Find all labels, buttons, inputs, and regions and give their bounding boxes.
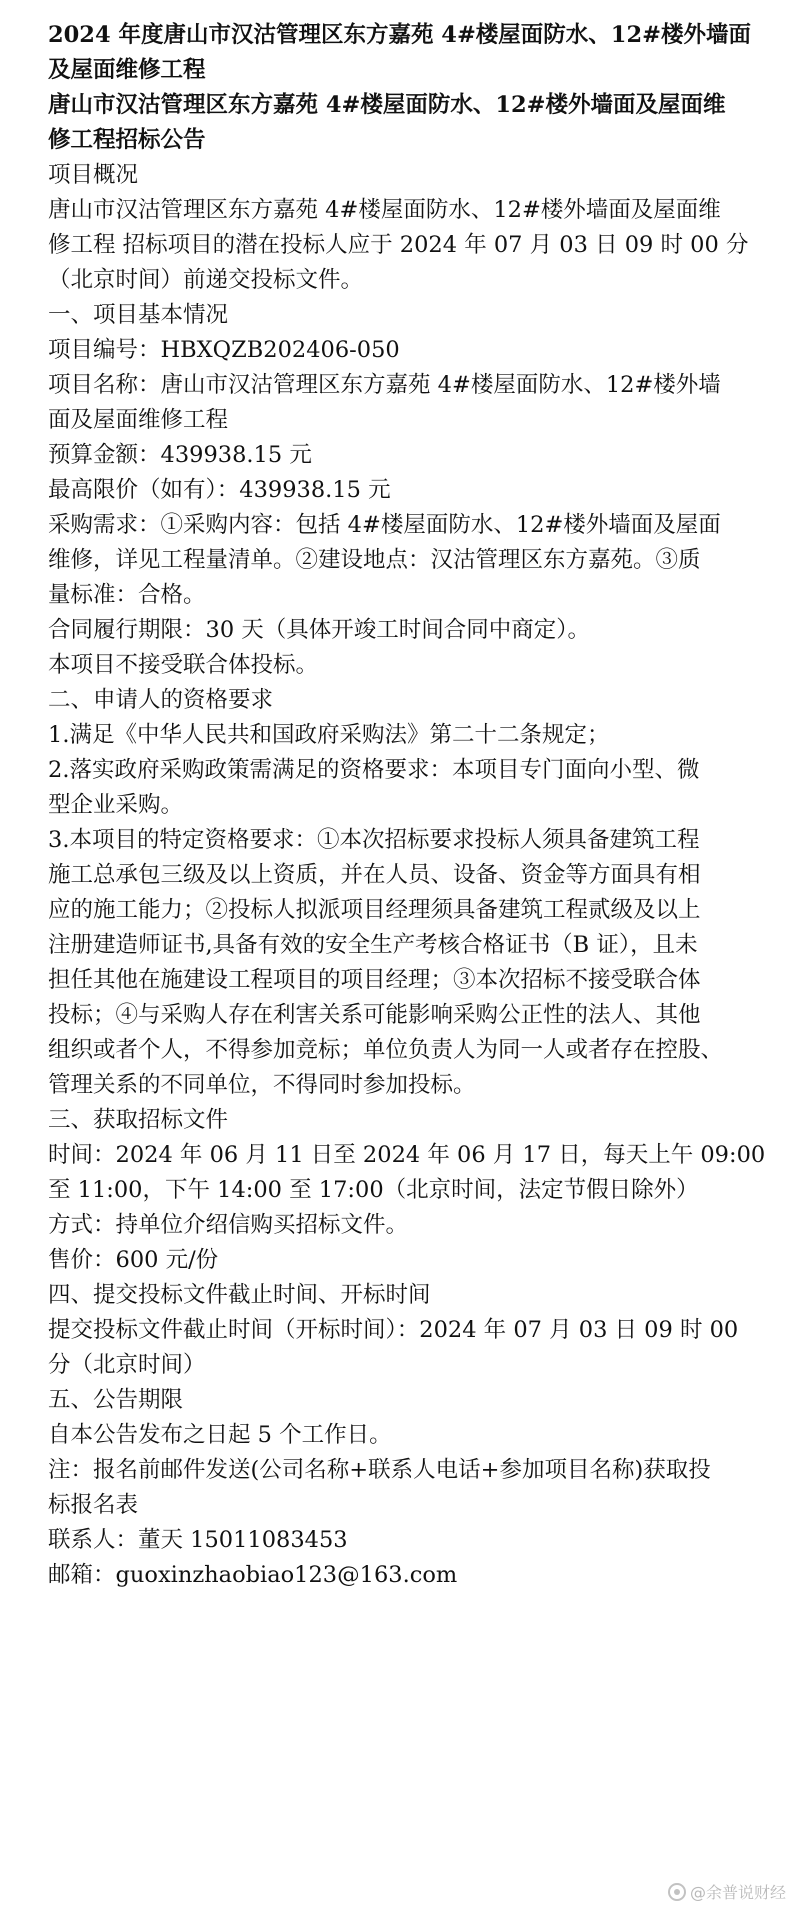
project-name-line: 面及屋面维修工程 [48, 407, 229, 433]
watermark-logo-icon [668, 1883, 686, 1901]
qualification-item-3-line: 3.本项目的特定资格要求：①本次招标要求投标人须具备建筑工程 [48, 827, 700, 853]
contract-period: 合同履行期限：30 天（具体开竣工时间合同中商定）。 [48, 617, 591, 643]
obtain-time-line: 至 11:00，下午 14:00 至 17:00（北京时间，法定节假日除外） [48, 1177, 699, 1203]
doc-title-line: 修工程招标公告 [48, 127, 206, 153]
qualification-item-2-line: 型企业采购。 [48, 792, 184, 818]
qualification-item-3-line: 施工总承包三级及以上资质，并在人员、设备、资金等方面具有相 [48, 862, 701, 888]
contact-email: 邮箱：guoxinzhaobiao123@163.com [48, 1562, 458, 1588]
demand-line: 量标准：合格。 [48, 582, 206, 608]
obtain-method: 方式：持单位介绍信购买招标文件。 [48, 1212, 409, 1238]
overview-heading: 项目概况 [48, 162, 139, 188]
section1-heading: 一、项目基本情况 [48, 302, 229, 328]
project-name-line: 项目名称：唐山市汉沽管理区东方嘉苑 4#楼屋面防水、12#楼外墙 [48, 372, 721, 398]
qualification-item-3-line: 注册建造师证书,具备有效的安全生产考核合格证书（B 证），且未 [48, 932, 698, 958]
qualification-item-3-line: 担任其他在施建设工程项目的项目经理；③本次招标不接受联合体 [48, 967, 701, 993]
qualification-item-3-line: 应的施工能力；②投标人拟派项目经理须具备建筑工程贰级及以上 [48, 897, 701, 923]
section4-heading: 四、提交投标文件截止时间、开标时间 [48, 1282, 431, 1308]
registration-note-line: 标报名表 [48, 1492, 139, 1518]
qualification-item-1: 1.满足《中华人民共和国政府采购法》第二十二条规定； [48, 722, 610, 748]
section3-heading: 三、获取招标文件 [48, 1107, 229, 1133]
section5-heading: 五、公告期限 [48, 1387, 184, 1413]
doc-title-line: 及屋面维修工程 [48, 57, 206, 83]
deadline-line: 分（北京时间） [48, 1352, 206, 1378]
doc-title-line: 唐山市汉沽管理区东方嘉苑 4#楼屋面防水、12#楼外墙面及屋面维 [48, 92, 726, 118]
qualification-item-3-line: 投标；④与采购人存在利害关系可能影响采购公正性的法人、其他 [48, 1002, 701, 1028]
consortium-note: 本项目不接受联合体投标。 [48, 652, 319, 678]
doc-title-line: 2024 年度唐山市汉沽管理区东方嘉苑 4#楼屋面防水、12#楼外墙面 [48, 22, 751, 48]
document-price: 售价：600 元/份 [48, 1247, 219, 1273]
registration-note-line: 注：报名前邮件发送(公司名称+联系人电话+参加项目名称)获取投 [48, 1457, 711, 1483]
demand-line: 采购需求：①采购内容：包括 4#楼屋面防水、12#楼外墙面及屋面 [48, 512, 721, 538]
project-number: 项目编号：HBXQZB202406-050 [48, 337, 400, 363]
section2-heading: 二、申请人的资格要求 [48, 687, 274, 713]
qualification-item-3-line: 组织或者个人，不得参加竞标；单位负责人为同一人或者存在控股、 [48, 1037, 724, 1063]
overview-line: 修工程 招标项目的潜在投标人应于 2024 年 07 月 03 日 09 时 00 分 [48, 232, 749, 258]
overview-line: 唐山市汉沽管理区东方嘉苑 4#楼屋面防水、12#楼外墙面及屋面维 [48, 197, 721, 223]
demand-line: 维修，详见工程量清单。②建设地点：汉沽管理区东方嘉苑。③质 [48, 547, 701, 573]
watermark [668, 1880, 786, 1903]
deadline-line: 提交投标文件截止时间（开标时间）：2024 年 07 月 03 日 09 时 00 [48, 1317, 739, 1343]
budget-amount: 预算金额：439938.15 元 [48, 442, 312, 468]
obtain-time-line: 时间：2024 年 06 月 11 日至 2024 年 06 月 17 日，每天上午 09:00 [48, 1142, 766, 1168]
watermark-text: @余普说财经 [689, 1883, 786, 1902]
notice-period: 自本公告发布之日起 5 个工作日。 [48, 1422, 392, 1448]
qualification-item-3-line: 管理关系的不同单位，不得同时参加投标。 [48, 1072, 476, 1098]
qualification-item-2-line: 2.落实政府采购政策需满足的资格要求：本项目专门面向小型、微 [48, 757, 700, 783]
contact-person: 联系人：董天 15011083453 [48, 1527, 348, 1553]
max-price: 最高限价（如有）：439938.15 元 [48, 477, 391, 503]
overview-line: （北京时间）前递交投标文件。 [48, 267, 364, 293]
